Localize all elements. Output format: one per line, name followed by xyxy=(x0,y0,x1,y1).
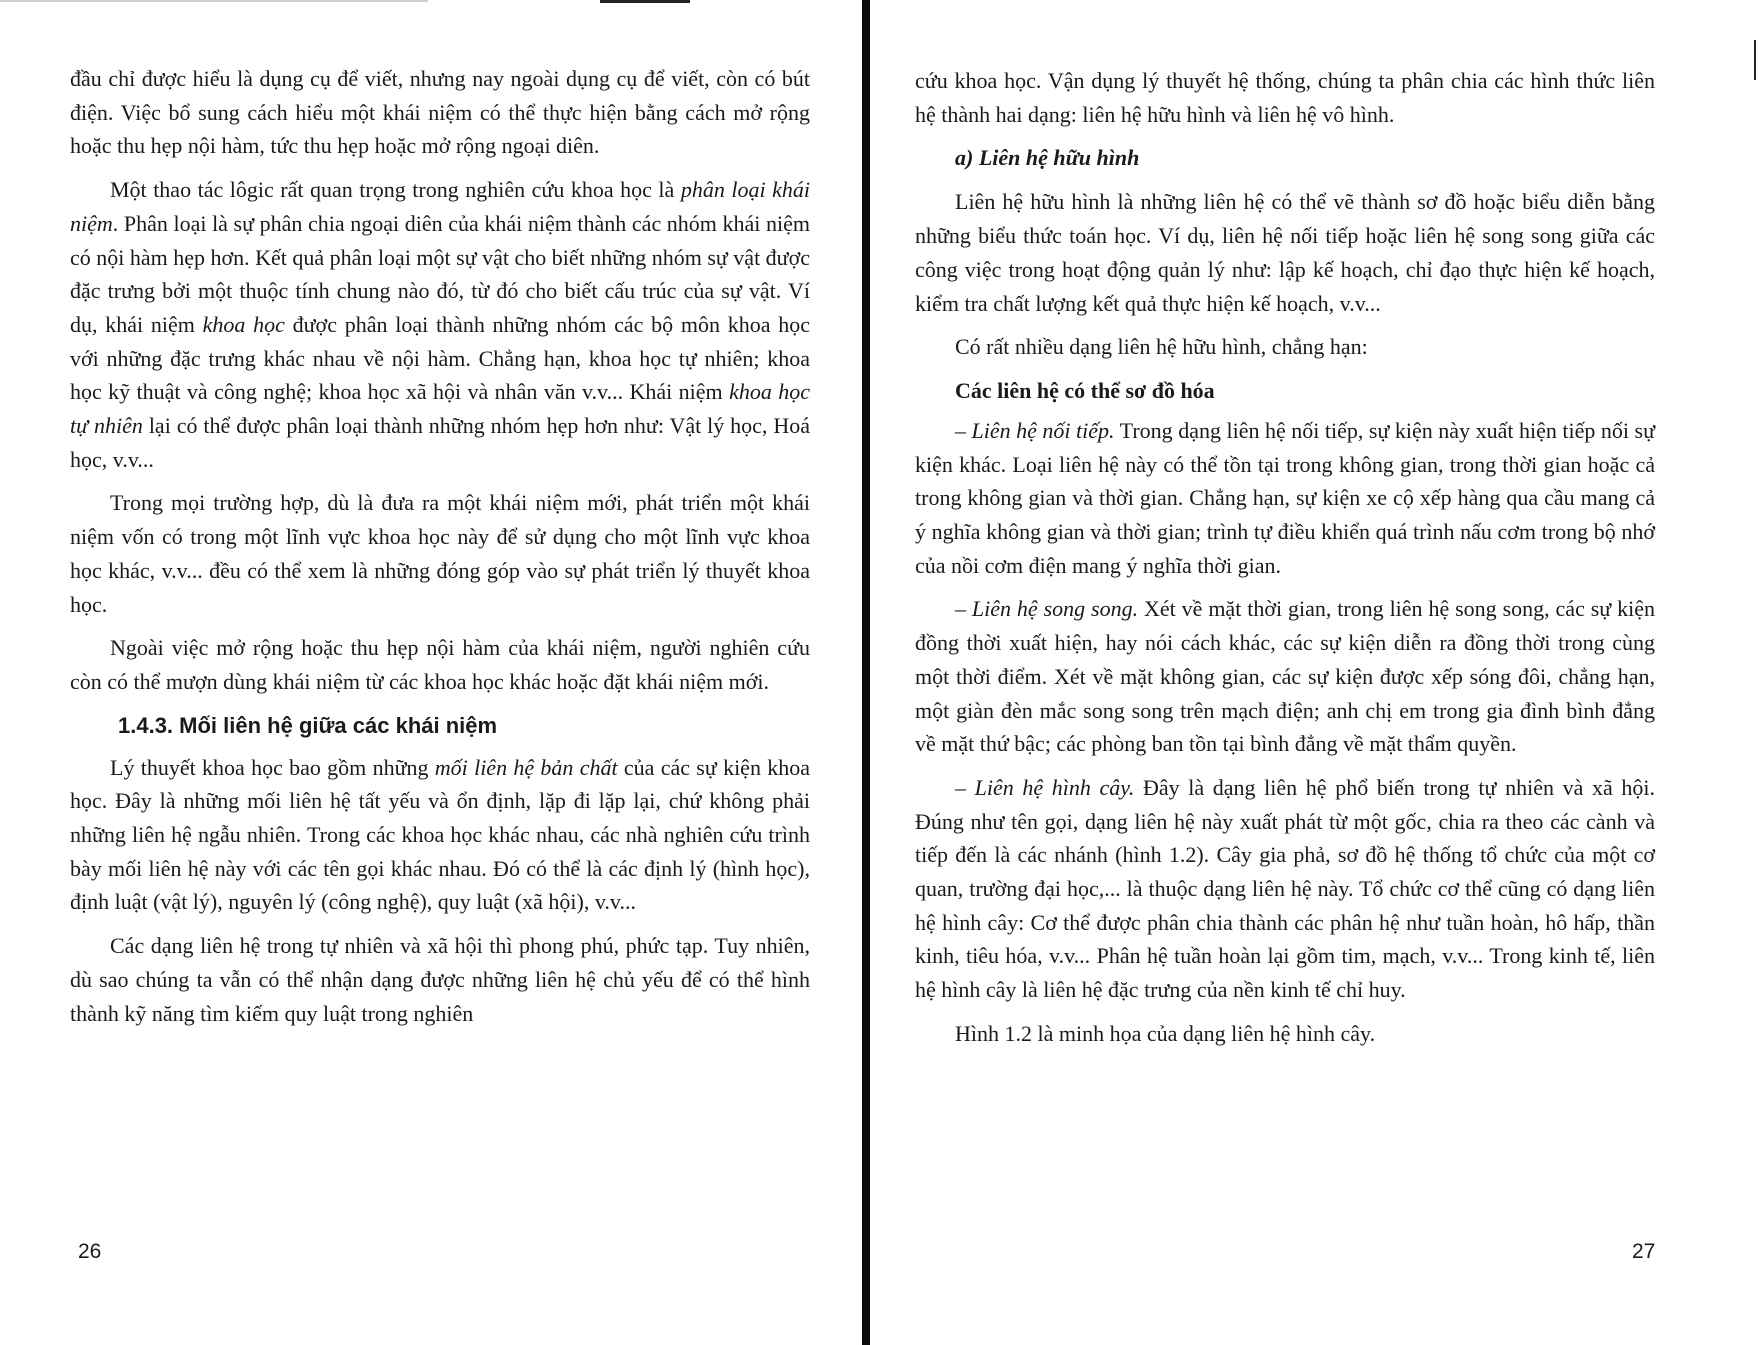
subheading: a) Liên hệ hữu hình xyxy=(955,145,1140,171)
text-run: của các sự kiện khoa học. Đây là những mối liên hệ tất yếu và ổn định, lặp đi lặp lại, chứ không phải những liên hệ ngẫu nhiên. Trong các khoa học khác nhau, các nhà nghiên cứu trình bày mối liên hệ này với các tên gọi khác nhau. Đó có thể là các định lý (hình học), định luật (vật lý), nguyên lý (công nghệ), quy luật (xã hội), v.v... xyxy=(70,754,810,915)
right-page xyxy=(870,0,1758,1345)
paragraph: cứu khoa học. Vận dụng lý thuyết hệ thống, chúng ta phân chia các hình thức liên hệ thành hai dạng: liên hệ hữu hình và liên hệ vô hình. xyxy=(915,68,1655,127)
bold-heading: Các liên hệ có thể sơ đồ hóa xyxy=(955,377,1215,403)
top-rule-mark xyxy=(600,0,690,3)
italic-term: – Liên hệ song song. xyxy=(955,596,1139,622)
paragraph xyxy=(70,751,810,920)
left-page-text xyxy=(70,62,810,1040)
paragraph xyxy=(70,173,810,476)
paragraph: Ngoài việc mở rộng hoặc thu hẹp nội hàm của khái niệm, người nghiên cứu còn có thể mượn dùng khái niệm từ các khoa học khác hoặc đặt khái niệm mới. xyxy=(70,635,810,694)
text-run: . Phân loại là sự phân chia ngoại diên của khái niệm thành các nhóm khái niệm có nội hàm hẹp hơn. Kết quả phân loại một sự vật cho biết những nhóm sự vật được đặc trưng bởi một thuộc tính chung nào đó, từ đó cho biết cấu trúc của sự vật. Ví dụ, khái niệm xyxy=(70,210,810,337)
italic-term: khoa học xyxy=(202,311,285,337)
italic-term: khoa học tự nhiên xyxy=(70,379,811,439)
text-run: lại có thể được phân loại thành những nhóm hẹp hơn như: Vật lý học, Hoá học, v.v... xyxy=(70,413,810,472)
text-run: Một thao tác lôgic rất quan trọng trong nghiên cứu khoa học là xyxy=(110,177,681,203)
italic-term: – Liên hệ hình cây. xyxy=(955,774,1135,800)
page-number: 27 xyxy=(1632,1240,1656,1263)
paragraph xyxy=(915,592,1655,761)
top-rule xyxy=(0,0,428,2)
page-number: 26 xyxy=(78,1240,102,1263)
section-heading: 1.4.3. Mối liên hệ giữa các khái niệm xyxy=(118,712,498,738)
italic-term: phân loại khái niệm xyxy=(70,177,810,236)
text-run: Lý thuyết khoa học bao gồm những xyxy=(110,754,435,780)
edge-mark xyxy=(1754,40,1756,80)
italic-term: – Liên hệ nối tiếp. xyxy=(955,417,1115,443)
paragraph xyxy=(915,771,1655,1007)
left-page xyxy=(0,0,862,1345)
paragraph: Liên hệ hữu hình là những liên hệ có thể vẽ thành sơ đồ hoặc biểu diễn bằng những biểu thức toán học. Ví dụ, liên hệ nối tiếp hoặc liên hệ song song giữa các công việc trong hoạt động quản lý như: lập kế hoạch, chỉ đạo thực hiện kế hoạch, kiểm tra chất lượng kết quả thực hiện kế hoạch, v.v... xyxy=(915,189,1655,316)
paragraph xyxy=(915,414,1655,583)
text-run: được phân loại thành những nhóm các bộ môn khoa học với những đặc trưng khác nhau về nội hàm. Chẳng hạn, khoa học tự nhiên; khoa học kỹ thuật và công nghệ; khoa học xã hội và nhân văn v.v... Khái niệm xyxy=(70,311,810,405)
text-run: Xét về mặt thời gian, trong liên hệ song song, các sự kiện đồng thời xuất hiện, hay nói cách khác, các sự kiện diễn ra đồng thời trong cùng một thời điểm. Xét về mặt không gian, các sự kiện được xếp sóng đôi, chẳng hạn, một giàn đèn mắc song song trên mạch điện; anh chị em trong gia đình bình đẳng về mặt thứ bậc; các phòng ban tồn tại bình đẳng về mặt thẩm quyền. xyxy=(915,596,1655,757)
paragraph: Hình 1.2 là minh họa của dạng liên hệ hình cây. xyxy=(955,1020,1376,1046)
right-page-text xyxy=(915,64,1655,1061)
paragraph: Các dạng liên hệ trong tự nhiên và xã hội thì phong phú, phức tạp. Tuy nhiên, dù sao chúng ta vẫn có thể nhận dạng được những liên hệ chủ yếu để có thể hình thành kỹ năng tìm kiếm quy luật trong nghiên xyxy=(70,933,810,1026)
paragraph: Có rất nhiều dạng liên hệ hữu hình, chẳng hạn: xyxy=(955,334,1368,360)
italic-term: mối liên hệ bản chất xyxy=(434,754,618,780)
text-run: Trong dạng liên hệ nối tiếp, sự kiện này xuất hiện tiếp nối sự kiện khác. Loại liên hệ này có thể tồn tại trong không gian, trong thời gian hoặc cả trong không gian và thời gian. Chẳng hạn, sự kiện xe cộ xếp hàng qua cầu mang cả ý nghĩa không gian và thời gian; trình tự điều khiển quá trình nấu cơm trong bộ nhớ của nồi cơm điện mang ý nghĩa thời gian. xyxy=(915,417,1655,578)
book-gutter xyxy=(862,0,870,1345)
text-run: Đây là dạng liên hệ phổ biến trong tự nhiên và xã hội. Đúng như tên gọi, dạng liên hệ này xuất phát từ một gốc, chia ra theo các cành và tiếp đến là các nhánh (hình 1.2). Cây gia phả, sơ đồ hệ thống tổ chức của một cơ quan, trường đại học,... là thuộc dạng liên hệ này. Tổ chức cơ thể cũng có dạng liên hệ hình cây: Cơ thể được phân chia thành các phân hệ như tuần hoàn, hô hấp, thần kinh, tiêu hóa, v.v... Phân hệ tuần hoàn lại gồm tim, mạch, v.v... Trong kinh tế, liên hệ hình cây là liên hệ đặc trưng của nền kinh tế chỉ huy. xyxy=(915,774,1655,1003)
paragraph: Trong mọi trường hợp, dù là đưa ra một khái niệm mới, phát triển một khái niệm vốn có trong một lĩnh vực khoa học này để sử dụng cho một lĩnh vực khoa học khác, v.v... đều có thể xem là những đóng góp vào sự phát triển lý thuyết khoa học. xyxy=(70,490,810,617)
paragraph: đầu chỉ được hiểu là dụng cụ để viết, nhưng nay ngoài dụng cụ để viết, còn có bút điện. Việc bổ sung cách hiểu một khái niệm có thể thực hiện bằng cách mở rộng hoặc thu hẹp nội hàm, tức thu hẹp hoặc mở rộng ngoại diên. xyxy=(70,66,810,159)
